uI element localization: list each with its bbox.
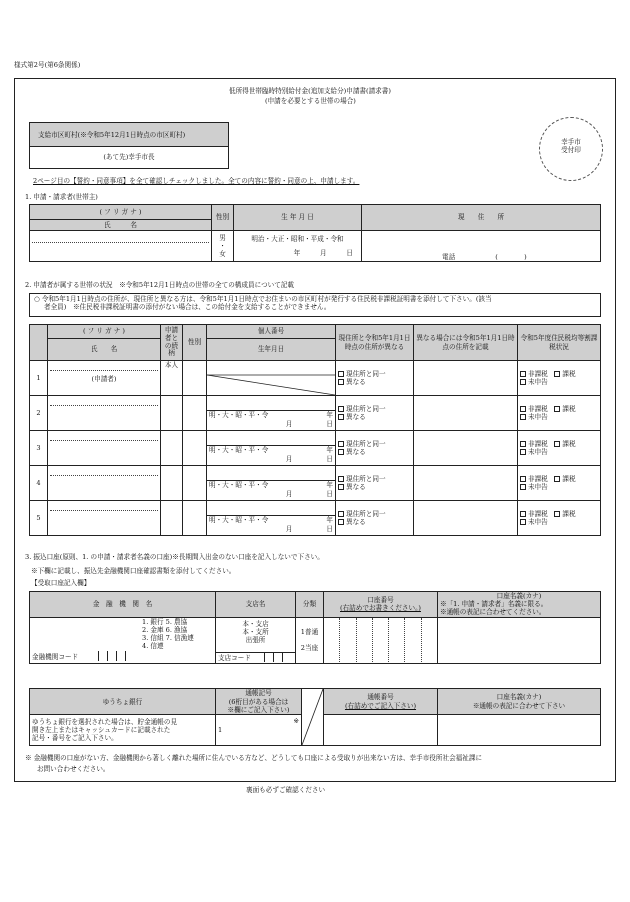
bank-name-field[interactable]: 1. 銀行 5. 農協 2. 金庫 6. 漁協 3. 信組 7. 信漁連 4. 信連 金融機関コード bbox=[30, 617, 216, 663]
acct-subheader: (右詰めでお書きください。) bbox=[340, 604, 421, 613]
addressee: (あて先)幸手市長 bbox=[103, 153, 155, 161]
gender-field[interactable] bbox=[183, 466, 207, 501]
yucho-holder-header: 口座名義(カナ) bbox=[496, 693, 542, 702]
dob-field[interactable]: 明治・大正・昭和・平成・令和 年 月 日 bbox=[234, 231, 362, 262]
member-name-field[interactable] bbox=[48, 431, 161, 466]
yucho-number-field[interactable] bbox=[324, 715, 438, 746]
h-dob: 生年月日 bbox=[207, 339, 336, 361]
previous-address-field[interactable] bbox=[414, 431, 518, 466]
row-number: 3 bbox=[30, 431, 48, 466]
applicant-name-field[interactable] bbox=[30, 231, 212, 262]
section1-title: 1. 申請・請求者(世帯主) bbox=[25, 193, 98, 201]
bank-header: 金 融 機 関 名 bbox=[30, 592, 216, 618]
h-address-differs: 現住所と令和5年1月1日時点の住所が異なる bbox=[336, 325, 414, 361]
address-check[interactable]: 現住所と同一 異なる bbox=[336, 501, 414, 536]
row-number: 5 bbox=[30, 501, 48, 536]
back-page-note: 裏面も必ずご確認ください bbox=[246, 786, 326, 794]
yucho-num-header: 通帳番号 bbox=[367, 693, 394, 702]
dob-header: 生 年 月 日 bbox=[234, 205, 362, 231]
section2-title: 2. 申請者が属する世帯の状況 ※令和5年12月1日時点の世帯の全ての構成員について記載 bbox=[25, 281, 295, 289]
holder-note2: ※通帳の表記に合わせてください。 bbox=[440, 608, 546, 617]
gender-field[interactable] bbox=[183, 431, 207, 466]
tax-check[interactable]: 非課税 課税 未申告 bbox=[518, 396, 601, 431]
household-row bbox=[30, 396, 601, 431]
member-name-field[interactable] bbox=[48, 396, 161, 431]
address-field[interactable]: 電話 ( ) bbox=[362, 231, 601, 262]
address-check[interactable]: 現住所と同一 異なる bbox=[336, 361, 414, 396]
row-number: 4 bbox=[30, 466, 48, 501]
section3-title: 3. 振込口座(原則、1. の申請・請求者名義の口座)※長期間入出金のない口座を記入しないで下さい。 bbox=[25, 553, 324, 561]
gender-field[interactable] bbox=[183, 501, 207, 536]
consent-statement: 2ページ目の【誓約・同意事項】を全て確認しチェックしました。全ての内容に誓約・同意の上、申請します。 bbox=[33, 177, 360, 185]
yucho-num-sub: (右詰めでご記入下さい) bbox=[344, 701, 417, 710]
h-previous-address: 異なる場合には令和5年1月1日時点の住所を記載 bbox=[414, 325, 518, 361]
household-row bbox=[30, 431, 601, 466]
h-tax-status: 令和5年度住民税均等割課税状況 bbox=[518, 325, 601, 361]
tax-check[interactable]: 非課税 課税 未申告 bbox=[518, 361, 601, 396]
account-type-field[interactable]: 1普通 2当座 bbox=[296, 617, 324, 663]
note-line2: 者全員) ※住民税非課税証明書の添付がない場合は、この給付金を支給することができません。 bbox=[44, 303, 331, 312]
form-title: 低所得世帯臨時特別給付金(追加支給分)申請書(請求書) bbox=[229, 87, 391, 95]
branch-code-boxes[interactable] bbox=[264, 652, 291, 664]
holder-note1: ※「1. 申請・請求者」名義に限る。 bbox=[440, 600, 548, 609]
h-gender: 性別 bbox=[183, 325, 207, 361]
yucho-mark-field[interactable]: 1 ※ bbox=[216, 715, 302, 746]
relation-field[interactable] bbox=[161, 431, 183, 466]
section3-note: ※下欄に記載し、振込先金融機関口座確認書類を添付してください。 bbox=[31, 567, 236, 575]
dob-id-field[interactable]: 明・大・昭・平・令 年 月 日 bbox=[207, 466, 336, 501]
stamp-line1: 幸手市 bbox=[561, 138, 581, 146]
note-line1: ○ 令和5年1月1日時点の住所が、現住所と異なる方は、令和5年1月1日時点でお住まいの市区町村が発行する住民税非課税証明書を添付して下さい。(該当 bbox=[34, 295, 492, 303]
branch-header: 支店名 bbox=[216, 592, 296, 618]
bank-code-label: 金融機関コード bbox=[32, 653, 79, 662]
address-check[interactable]: 現住所と同一 異なる bbox=[336, 431, 414, 466]
yucho-note: ゆうちょ銀行を選択された場合は、貯金通帳の見 開き左上またはキャッシュカードに記載された 記号・番号をご記入下さい。 bbox=[30, 715, 216, 746]
applicant-table bbox=[29, 204, 601, 262]
application-form bbox=[14, 78, 616, 782]
dob-id-field[interactable]: 明・大・昭・平・令 年 月 日 bbox=[207, 501, 336, 536]
tax-check[interactable]: 非課税 課税 未申告 bbox=[518, 431, 601, 466]
bank-table bbox=[29, 591, 601, 664]
household-table bbox=[29, 324, 601, 536]
address-check[interactable]: 現住所と同一 異なる bbox=[336, 466, 414, 501]
member-name-field[interactable]: (申請者) bbox=[48, 361, 161, 396]
yucho-holder-sub: ※通帳の表記に合わせて下さい bbox=[472, 701, 566, 710]
section2-note bbox=[29, 293, 601, 317]
yucho-header: ゆうちょ銀行 bbox=[30, 689, 216, 715]
yucho-holder-field[interactable] bbox=[438, 715, 601, 746]
previous-address-field[interactable] bbox=[414, 501, 518, 536]
household-row bbox=[30, 466, 601, 501]
h-name: 氏 名 bbox=[48, 339, 161, 361]
previous-address-field[interactable] bbox=[414, 466, 518, 501]
gender-field[interactable] bbox=[183, 361, 207, 396]
tax-check[interactable]: 非課税 課税 未申告 bbox=[518, 466, 601, 501]
reception-stamp bbox=[539, 117, 603, 181]
type-header: 分類 bbox=[296, 592, 324, 618]
yucho-mark-sub: (6桁目がある場合は bbox=[228, 697, 289, 706]
relation-field[interactable] bbox=[161, 466, 183, 501]
section3-label: 【受取口座記入欄】 bbox=[31, 579, 91, 587]
household-row bbox=[30, 501, 601, 536]
stamp-line2: 受付印 bbox=[561, 146, 581, 155]
previous-address-field[interactable] bbox=[414, 361, 518, 396]
h-personal-number: 個人番号 bbox=[207, 325, 336, 339]
footer-note2: お問い合わせください。 bbox=[37, 765, 110, 773]
h-furigana: ( フ リ ガ ナ ) bbox=[48, 325, 161, 339]
dob-id-field[interactable]: 明・大・昭・平・令 年 月 日 bbox=[207, 431, 336, 466]
account-number-field[interactable] bbox=[324, 617, 438, 663]
relation-field[interactable] bbox=[161, 501, 183, 536]
address-header: 現 住 所 bbox=[362, 205, 601, 231]
gender-field[interactable] bbox=[183, 396, 207, 431]
yucho-table bbox=[29, 688, 601, 746]
tax-check[interactable]: 非課税 課税 未申告 bbox=[518, 501, 601, 536]
form-number: 様式第2号(第6条関係) bbox=[14, 61, 81, 69]
municipality-box bbox=[29, 122, 229, 169]
dob-id-field[interactable]: 明・大・昭・平・令 年 月 日 bbox=[207, 396, 336, 431]
gender-header: 性別 bbox=[212, 205, 234, 231]
row-number: 2 bbox=[30, 396, 48, 431]
yucho-mark-sub2: ※欄にご記入下さい) bbox=[227, 705, 290, 714]
member-name-field[interactable] bbox=[48, 466, 161, 501]
yucho-mark-header: 通帳記号 bbox=[245, 689, 272, 698]
name-header: 氏 名 bbox=[30, 220, 212, 231]
branch-code-label: 支店コード bbox=[218, 653, 251, 662]
relation-field[interactable] bbox=[161, 396, 183, 431]
acct-header: 口座番号 bbox=[367, 596, 394, 605]
member-name-field[interactable] bbox=[48, 501, 161, 536]
household-row bbox=[30, 361, 601, 396]
h-relation: 申請者との続柄 bbox=[161, 325, 183, 361]
municipality-header: 支給市区町村(※令和5年12月1日時点の市区町村) bbox=[30, 123, 228, 147]
bank-code-boxes[interactable] bbox=[98, 651, 134, 663]
holder-header: 口座名義(カナ) bbox=[496, 592, 542, 600]
dob-id-field[interactable] bbox=[207, 361, 336, 396]
row-number: 1 bbox=[30, 361, 48, 396]
form-subtitle: (申請を必要とする世帯の場合) bbox=[265, 97, 356, 105]
relation-self: 本人 bbox=[161, 361, 183, 396]
footer-note1: ※ 金融機関の口座がない方、金融機関から著しく離れた場所に住んでいる方など、どうしても口座による受取りが出来ない方は、幸手市役所社会福祉課に bbox=[25, 754, 483, 762]
gender-choice[interactable]: 男 ・ 女 bbox=[212, 231, 234, 262]
branch-name-field[interactable]: 本・支店 本・支所 出張所 支店コード bbox=[216, 617, 296, 663]
account-holder-field[interactable] bbox=[438, 617, 601, 663]
previous-address-field[interactable] bbox=[414, 396, 518, 431]
address-check[interactable]: 現住所と同一 異なる bbox=[336, 396, 414, 431]
furigana-header: ( フ リ ガ ナ ) bbox=[30, 205, 212, 220]
